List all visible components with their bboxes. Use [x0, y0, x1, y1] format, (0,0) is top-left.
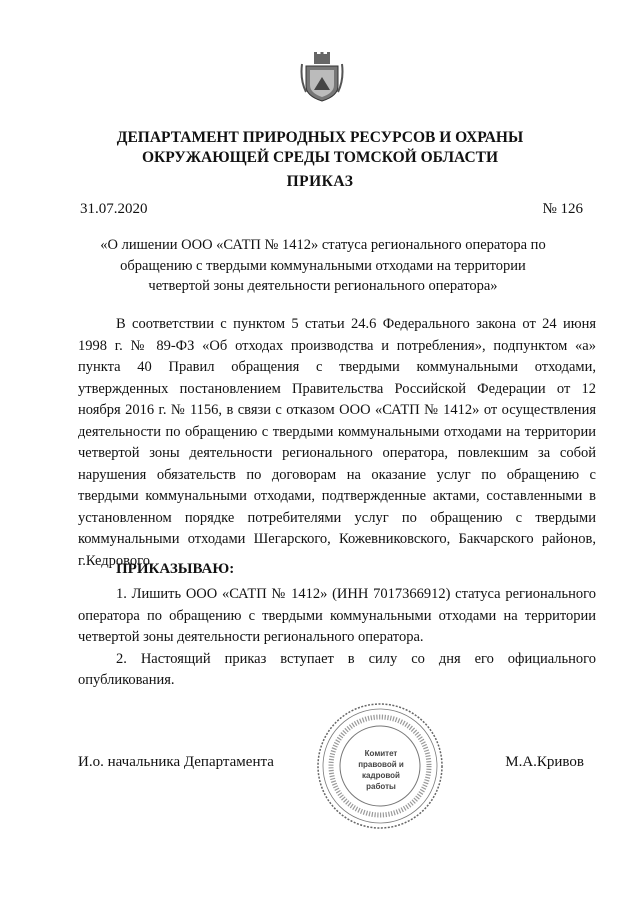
order-item: 1. Лишить ООО «САТП № 1412» (ИНН 7017366912) статуса регионального оператора по обращению с твердыми коммунальными отходами на территории четвертой зоны деятельности регионального оператора.: [78, 586, 596, 645]
directive-heading: ПРИКАЗЫВАЮ:: [116, 561, 235, 577]
department-title: ДЕПАРТАМЕНТ ПРИРОДНЫХ РЕСУРСОВ И ОХРАНЫ ОКРУЖАЮЩЕЙ СРЕДЫ ТОМСКОЙ ОБЛАСТИ: [116, 129, 524, 166]
stamp-text: Комитет правовой и кадровой работы: [358, 749, 404, 791]
order-date: 31.07.2020: [80, 201, 148, 217]
coat-of-arms-icon: [300, 52, 344, 102]
order-item: 2. Настоящий приказ вступает в силу со дня его официального опубликования.: [78, 650, 596, 688]
order-subject: «О лишении ООО «САТП № 1412» статуса регионального оператора по обращению с твердыми коммунальными отходами на территории четвертой зоны деятельности регионального оператора»: [100, 237, 546, 294]
document-type: ПРИКАЗ: [286, 173, 354, 190]
order-items: [78, 584, 596, 692]
signatory-position: И.о. начальника Департамента: [78, 754, 274, 770]
order-number: № 126: [542, 201, 583, 217]
preamble-paragraph: В соответствии с пунктом 5 статьи 24.6 Федерального закона от 24 июня 1998 г. № 89-ФЗ «Об отходах производства и потребления», подпунктом «а» пункта 40 Правил обращения с твердыми коммунальными отходами, утвержденных постановлением Правительства Российской Федерации от 12 ноября 2016 г. № 1156, в связи с отказом ООО «САТП № 1412» от осуществления деятельности по обращению с твердыми коммунальными отходами на территории четвертой зоны деятельности регионального оператора, повлекшим за собой нарушения обязательств по договорам на оказание услуг по обращению с твердыми коммунальными отходами, подтвержденные актами, составленными в установленном порядке потребителями услуг по обращению с твердыми коммунальными отходами Шегарского, Кожевниковского, Бакчарского районов, г.Кедрового,: [78, 316, 596, 569]
signatory-name: М.А.Кривов: [505, 754, 584, 770]
